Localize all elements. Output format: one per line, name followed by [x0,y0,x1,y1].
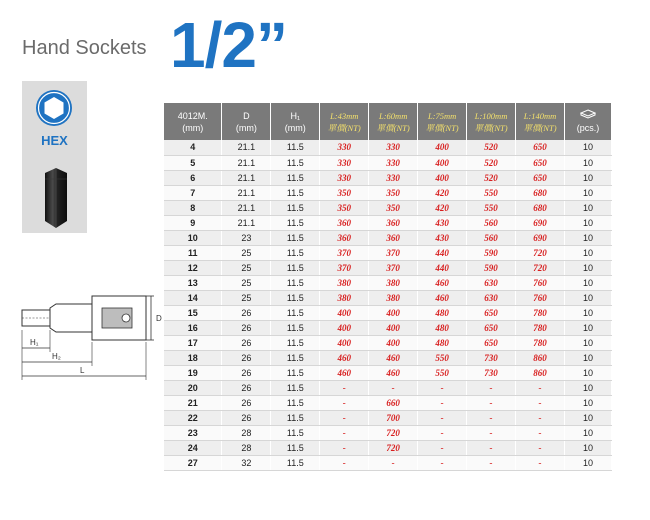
table-row [164,200,612,215]
table-header-row [164,103,612,140]
row-d: 28 [222,440,271,455]
row-h1: 11.5 [271,155,320,170]
row-price-l43: 400 [320,335,369,350]
row-h1: 11.5 [271,425,320,440]
header-l140: L:140mm 單價(NT) [516,103,565,140]
row-pcs: 10 [564,155,611,170]
row-price-l60: 330 [369,140,418,155]
socket-dimension-diagram [12,290,162,390]
row-size: 5 [164,155,222,170]
row-d: 32 [222,455,271,470]
row-price-l140: 650 [516,170,565,185]
row-d: 26 [222,350,271,365]
row-h1: 11.5 [271,410,320,425]
dimension-h2-label: H₂ [52,352,61,361]
row-price-l75: 460 [418,275,467,290]
row-price-l140: 780 [516,320,565,335]
row-price-l60: 400 [369,335,418,350]
header-l43: L:43mm 單價(NT) [320,103,369,140]
row-price-l100: - [467,440,516,455]
row-price-l75: 440 [418,245,467,260]
table-row [164,455,612,470]
table-row [164,335,612,350]
table-row [164,395,612,410]
row-d: 21.1 [222,185,271,200]
row-price-l100: - [467,455,516,470]
row-size: 18 [164,350,222,365]
row-d: 26 [222,320,271,335]
row-price-l140: - [516,425,565,440]
row-size: 23 [164,425,222,440]
row-pcs: 10 [564,245,611,260]
row-price-l140: - [516,395,565,410]
row-price-l75: - [418,380,467,395]
row-d: 26 [222,365,271,380]
table-row [164,440,612,455]
row-size: 24 [164,440,222,455]
row-price-l100: 650 [467,320,516,335]
row-price-l100: 520 [467,170,516,185]
row-pcs: 10 [564,215,611,230]
row-price-l60: 370 [369,245,418,260]
row-price-l60: 460 [369,365,418,380]
row-pcs: 10 [564,335,611,350]
row-price-l43: - [320,410,369,425]
catalog-subtitle: Hand Sockets [22,37,147,59]
row-price-l100: 560 [467,230,516,245]
hex-bit-photo [41,167,71,229]
row-price-l140: 680 [516,185,565,200]
row-h1: 11.5 [271,200,320,215]
header-d: D (mm) [222,103,271,140]
row-d: 21.1 [222,215,271,230]
table-row [164,275,612,290]
row-h1: 11.5 [271,350,320,365]
table-row [164,365,612,380]
row-price-l100: 560 [467,215,516,230]
row-price-l60: 720 [369,440,418,455]
header-h1: H₁ (mm) [271,103,320,140]
row-price-l140: 720 [516,245,565,260]
table-row [164,350,612,365]
row-pcs: 10 [564,260,611,275]
row-d: 25 [222,290,271,305]
row-price-l100: - [467,425,516,440]
table-row [164,320,612,335]
hex-label: HEX [41,133,68,148]
row-price-l43: 350 [320,185,369,200]
row-pcs: 10 [564,185,611,200]
row-price-l43: 380 [320,275,369,290]
table-row [164,425,612,440]
row-size: 6 [164,170,222,185]
row-size: 27 [164,455,222,470]
row-d: 21.1 [222,140,271,155]
row-d: 25 [222,275,271,290]
row-price-l100: 550 [467,185,516,200]
row-d: 23 [222,230,271,245]
row-d: 26 [222,410,271,425]
row-price-l75: 430 [418,215,467,230]
row-price-l43: 360 [320,215,369,230]
table-row [164,305,612,320]
row-price-l75: 480 [418,305,467,320]
row-size: 16 [164,320,222,335]
row-price-l140: 690 [516,230,565,245]
row-price-l60: 370 [369,260,418,275]
header-l100: L:100mm 單價(NT) [467,103,516,140]
row-size: 21 [164,395,222,410]
header-l75: L:75mm 單價(NT) [418,103,467,140]
row-size: 15 [164,305,222,320]
row-price-l100: - [467,410,516,425]
row-price-l75: 420 [418,200,467,215]
row-price-l43: 330 [320,140,369,155]
row-h1: 11.5 [271,455,320,470]
row-price-l100: 590 [467,260,516,275]
row-h1: 11.5 [271,185,320,200]
row-price-l75: - [418,455,467,470]
dimension-d-label: D [156,314,162,323]
row-h1: 11.5 [271,140,320,155]
row-d: 26 [222,335,271,350]
row-price-l60: 380 [369,290,418,305]
row-size: 11 [164,245,222,260]
row-price-l100: 550 [467,200,516,215]
socket-drive-size: 1/2” [170,9,287,81]
row-price-l140: 760 [516,275,565,290]
row-price-l43: 460 [320,365,369,380]
row-price-l75: 550 [418,350,467,365]
row-price-l75: - [418,440,467,455]
row-price-l60: 660 [369,395,418,410]
row-d: 26 [222,380,271,395]
row-d: 21.1 [222,155,271,170]
row-price-l100: 520 [467,155,516,170]
row-price-l43: - [320,395,369,410]
row-d: 25 [222,260,271,275]
row-price-l60: 380 [369,275,418,290]
hex-type-panel [22,81,87,233]
row-price-l140: 690 [516,215,565,230]
row-price-l43: 400 [320,320,369,335]
row-h1: 11.5 [271,170,320,185]
row-price-l75: 420 [418,185,467,200]
row-price-l100: 730 [467,365,516,380]
row-pcs: 10 [564,380,611,395]
row-price-l75: 480 [418,320,467,335]
spec-price-table [164,103,612,471]
row-price-l140: 720 [516,260,565,275]
table-row [164,185,612,200]
row-price-l43: - [320,380,369,395]
row-price-l140: 860 [516,350,565,365]
row-d: 28 [222,425,271,440]
header-model: 4012M. (mm) [164,103,222,140]
row-price-l100: 630 [467,290,516,305]
row-h1: 11.5 [271,335,320,350]
row-h1: 11.5 [271,395,320,410]
row-d: 25 [222,245,271,260]
row-price-l140: 650 [516,140,565,155]
row-h1: 11.5 [271,275,320,290]
row-pcs: 10 [564,170,611,185]
row-price-l100: 650 [467,335,516,350]
row-size: 22 [164,410,222,425]
row-size: 20 [164,380,222,395]
row-pcs: 10 [564,425,611,440]
row-price-l60: 350 [369,185,418,200]
row-price-l75: 460 [418,290,467,305]
row-pcs: 10 [564,275,611,290]
row-price-l75: 440 [418,260,467,275]
row-price-l60: - [369,455,418,470]
row-price-l43: 330 [320,155,369,170]
row-price-l60: 360 [369,230,418,245]
row-price-l140: - [516,380,565,395]
row-pcs: 10 [564,455,611,470]
row-size: 12 [164,260,222,275]
row-price-l140: - [516,440,565,455]
row-price-l60: 330 [369,170,418,185]
row-price-l75: - [418,395,467,410]
row-price-l100: - [467,395,516,410]
row-pcs: 10 [564,365,611,380]
row-price-l75: 550 [418,365,467,380]
row-price-l140: 860 [516,365,565,380]
table-row [164,170,612,185]
row-price-l60: 350 [369,200,418,215]
box-icon [580,109,596,119]
row-d: 21.1 [222,170,271,185]
row-pcs: 10 [564,350,611,365]
row-size: 9 [164,215,222,230]
row-size: 4 [164,140,222,155]
row-price-l43: - [320,455,369,470]
row-d: 26 [222,395,271,410]
row-price-l60: 400 [369,305,418,320]
row-d: 26 [222,305,271,320]
dimension-l-label: L [80,366,85,375]
row-price-l60: 360 [369,215,418,230]
row-h1: 11.5 [271,215,320,230]
table-row [164,410,612,425]
row-price-l43: - [320,425,369,440]
row-price-l60: - [369,380,418,395]
row-price-l75: 400 [418,170,467,185]
row-price-l100: 650 [467,305,516,320]
row-h1: 11.5 [271,305,320,320]
row-price-l140: - [516,455,565,470]
dimension-h1-label: H₁ [30,338,39,347]
row-h1: 11.5 [271,320,320,335]
row-price-l100: 590 [467,245,516,260]
row-price-l43: 400 [320,305,369,320]
row-price-l75: 480 [418,335,467,350]
table-row [164,230,612,245]
row-h1: 11.5 [271,230,320,245]
row-price-l75: - [418,410,467,425]
row-price-l75: 430 [418,230,467,245]
row-price-l43: 370 [320,260,369,275]
row-price-l43: 380 [320,290,369,305]
row-price-l60: 460 [369,350,418,365]
row-pcs: 10 [564,200,611,215]
row-price-l60: 400 [369,320,418,335]
row-size: 13 [164,275,222,290]
row-price-l43: - [320,440,369,455]
row-h1: 11.5 [271,290,320,305]
row-size: 17 [164,335,222,350]
row-price-l100: 730 [467,350,516,365]
row-pcs: 10 [564,305,611,320]
row-price-l75: 400 [418,155,467,170]
row-price-l75: - [418,425,467,440]
row-price-l140: 760 [516,290,565,305]
row-pcs: 10 [564,395,611,410]
row-h1: 11.5 [271,380,320,395]
table-row [164,140,612,155]
row-price-l100: 630 [467,275,516,290]
row-size: 19 [164,365,222,380]
row-price-l140: 780 [516,335,565,350]
row-h1: 11.5 [271,365,320,380]
row-size: 7 [164,185,222,200]
hexagon-icon [35,89,73,127]
row-h1: 11.5 [271,245,320,260]
row-pcs: 10 [564,410,611,425]
row-d: 21.1 [222,200,271,215]
row-price-l43: 330 [320,170,369,185]
header-l60: L:60mm 單價(NT) [369,103,418,140]
row-price-l60: 700 [369,410,418,425]
row-size: 10 [164,230,222,245]
table-row [164,260,612,275]
row-size: 8 [164,200,222,215]
row-price-l43: 360 [320,230,369,245]
row-pcs: 10 [564,140,611,155]
row-price-l100: - [467,380,516,395]
row-price-l140: 780 [516,305,565,320]
table-row [164,380,612,395]
row-price-l140: 680 [516,200,565,215]
row-price-l60: 720 [369,425,418,440]
row-price-l140: - [516,410,565,425]
table-row [164,215,612,230]
row-price-l43: 370 [320,245,369,260]
row-pcs: 10 [564,290,611,305]
table-row [164,155,612,170]
row-pcs: 10 [564,440,611,455]
row-pcs: 10 [564,230,611,245]
row-price-l140: 650 [516,155,565,170]
row-h1: 11.5 [271,260,320,275]
row-h1: 11.5 [271,440,320,455]
row-price-l100: 520 [467,140,516,155]
table-row [164,290,612,305]
row-price-l75: 400 [418,140,467,155]
row-pcs: 10 [564,320,611,335]
row-price-l43: 460 [320,350,369,365]
row-price-l43: 350 [320,200,369,215]
row-size: 14 [164,290,222,305]
header-pcs: (pcs.) [564,103,611,140]
table-row [164,245,612,260]
row-price-l60: 330 [369,155,418,170]
